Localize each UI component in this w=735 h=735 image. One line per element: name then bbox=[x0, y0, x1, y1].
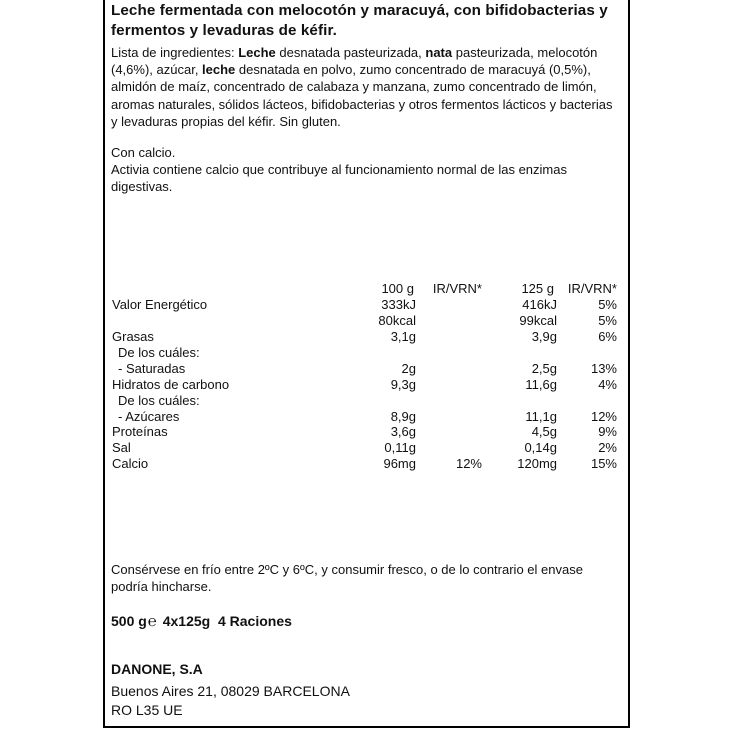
nutrient-label: - Azúcares bbox=[118, 409, 180, 424]
nutrient-label: Proteínas bbox=[112, 424, 168, 439]
product-title: Leche fermentada con melocotón y maracuyá, con bifidobacterias y fermentos y levaduras de kéfir. bbox=[111, 2, 608, 39]
value-per-100g: 3,6g bbox=[390, 424, 416, 439]
header-per-100g: 100 g bbox=[381, 281, 414, 296]
registry-code: RO L35 UE bbox=[111, 702, 183, 718]
value-per-125g: 3,9g bbox=[531, 329, 557, 344]
ir-per-125g: 13% bbox=[590, 361, 617, 376]
ir-per-100g: 12% bbox=[455, 456, 482, 471]
company-name: DANONE, S.A bbox=[111, 661, 203, 677]
header-ir-125g: IR/VRN* bbox=[567, 281, 617, 296]
ir-per-125g: 5% bbox=[598, 313, 617, 328]
ir-per-125g: 9% bbox=[598, 424, 617, 439]
calcium-claim-title: Con calcio. bbox=[111, 145, 176, 160]
nutrient-label: Valor Energético bbox=[112, 297, 208, 312]
ir-per-125g: 4% bbox=[598, 377, 617, 392]
value-per-125g: 0,14g bbox=[524, 440, 557, 455]
ingredients-intro: Lista de ingredientes: bbox=[111, 45, 239, 60]
storage-instructions: Consérvese en frío entre 2ºC y 6ºC, y consumir fresco, o de lo contrario el envase podría hincharse. bbox=[111, 562, 583, 595]
ingredient-nata: nata bbox=[425, 45, 453, 60]
value-per-100g: 96mg bbox=[383, 456, 416, 471]
calcium-claim-text: Activia contiene calcio que contribuye al funcionamiento normal de las enzimas digestivas. bbox=[111, 162, 567, 195]
value-per-100g: 8,9g bbox=[390, 409, 416, 424]
value-per-125g: 11,1g bbox=[525, 409, 557, 424]
estimated-sign-icon: ℮ bbox=[147, 613, 157, 630]
value-per-100g: 2g bbox=[401, 361, 416, 376]
net-weight: 500 g bbox=[111, 613, 147, 629]
ingredient-leche: Leche bbox=[238, 45, 276, 60]
nutrient-label: De los cuáles: bbox=[118, 393, 200, 408]
nutrient-label: Sal bbox=[112, 440, 131, 455]
value-per-100g: 0,11g bbox=[384, 440, 416, 455]
value-per-100g: 80kcal bbox=[378, 313, 416, 328]
company-address: Buenos Aires 21, 08029 BARCELONA bbox=[111, 683, 350, 699]
nutrient-label: Grasas bbox=[112, 329, 154, 344]
ir-per-125g: 6% bbox=[598, 329, 617, 344]
ir-per-125g: 5% bbox=[598, 297, 617, 312]
ingredients-list bbox=[111, 44, 616, 130]
value-per-100g: 3,1g bbox=[390, 329, 416, 344]
ir-per-125g: 12% bbox=[590, 409, 617, 424]
header-per-125g: 125 g bbox=[521, 281, 554, 296]
servings-count: 4 Raciones bbox=[217, 613, 292, 629]
value-per-125g: 120mg bbox=[517, 456, 557, 471]
pack-info bbox=[111, 612, 292, 631]
nutrient-label: - Saturadas bbox=[118, 361, 186, 376]
value-per-100g: 9,3g bbox=[390, 377, 416, 392]
value-per-125g: 11,6g bbox=[525, 377, 557, 392]
value-per-125g: 2,5g bbox=[531, 361, 557, 376]
header-ir-100g: IR/VRN* bbox=[432, 281, 482, 296]
value-per-100g: 333kJ bbox=[381, 297, 416, 312]
value-per-125g: 99kcal bbox=[519, 313, 557, 328]
nutrient-label: Calcio bbox=[112, 456, 149, 471]
ir-per-125g: 15% bbox=[590, 456, 617, 471]
value-per-125g: 4,5g bbox=[531, 424, 557, 439]
value-per-125g: 416kJ bbox=[522, 297, 557, 312]
ingredients-text-1: desnatada pasteurizada, bbox=[275, 45, 426, 60]
ingredients-text-3: desnatada en polvo, zumo concentrado de maracuyá (0,5%), almidón de maíz, concentrado de calabaza y manzana, zumo concentrado de limón, aromas naturales, sólidos lácteos, bifidobacterias y otros fermentos lácticos y bacterias y levaduras propias del kéfir. Sin gluten. bbox=[111, 62, 613, 129]
nutrient-label: Hidratos de carbono bbox=[112, 377, 230, 392]
nutrient-label: De los cuáles: bbox=[118, 345, 200, 360]
ingredients-text-2: pasteurizada, melocotón (4,6%), azúcar, bbox=[111, 45, 598, 78]
ir-per-125g: 2% bbox=[598, 440, 617, 455]
ingredient-leche-polvo: leche bbox=[202, 62, 236, 78]
units-format: 4x125g bbox=[162, 613, 211, 629]
